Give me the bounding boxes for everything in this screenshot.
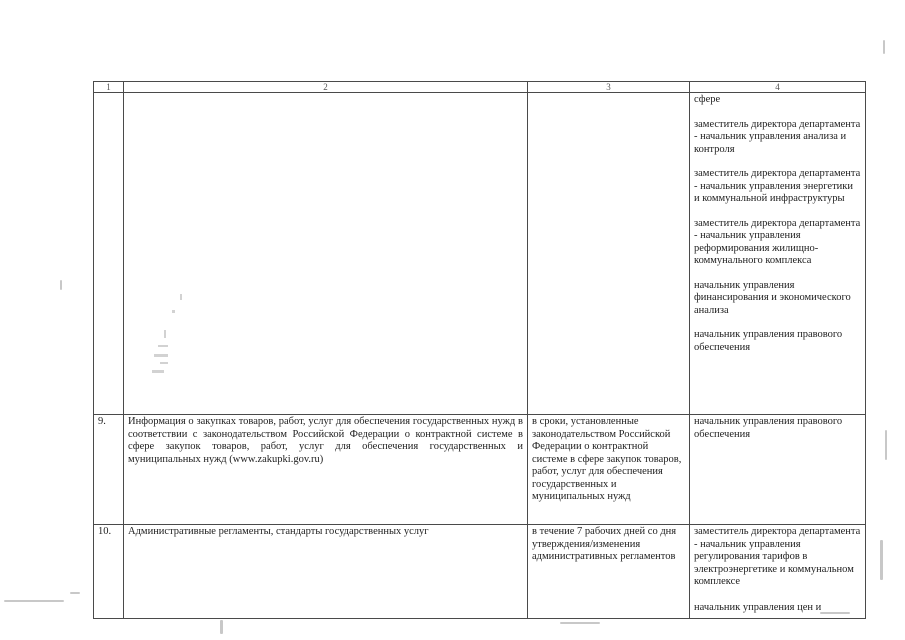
table-row-10 [94,525,866,619]
header-cell-1: 1 [94,82,124,93]
row-10-term: в течение 7 рабочих дней со дня утверждения/изменения административных регламентов [528,525,690,619]
responsible-line: начальник управления цен и [694,601,822,613]
header-cell-2: 2 [124,82,528,93]
table-row-continued [94,93,866,415]
scan-speck [820,612,850,614]
row-9-responsible: начальник управления правового обеспечения [690,415,866,525]
scan-speck [70,592,80,594]
scan-speck [560,622,600,624]
responsible-line: заместитель директора департамента - начальник управления реформирования жилищно-коммунального комплекса [694,217,861,266]
table-row-9 [94,415,866,525]
row-9-term-text: в сроки, установленные законодательством Российской Федерации о контрактной системе в сфере закупок товаров, работ, услуг для обеспечения государственных и муниципальных нужд [532,416,682,502]
document-table [93,81,866,619]
header-cell-3: 3 [528,82,690,93]
row-10-responsible [690,525,866,619]
responsible-line: сфере [694,94,721,105]
row-continued-num [94,93,124,415]
row-9-text: Информация о закупках товаров, работ, услуг для обеспечения государственных нужд в соответствии с законодательством Российской Федерации о контрактной системе в сфере закупок товаров, работ, услуг для обеспечения государственных и муниципальных нужд (www.zakupki.gov.ru) [124,415,528,525]
row-9-term [528,415,690,525]
scan-speck [883,40,885,54]
responsible-line: заместитель директора департамента - начальник управления анализа и контроля [694,118,861,155]
scan-speck [60,280,62,290]
row-continued-responsible [690,93,866,415]
responsible-line: начальник управления финансирования и экономического анализа [694,279,851,316]
faded-stamp-mark [150,290,190,380]
row-10-text: Административные регламенты, стандарты государственных услуг [124,525,528,619]
scan-speck [220,620,223,634]
table-header-row [94,82,866,93]
scan-speck [880,540,883,580]
scan-speck [4,600,64,602]
row-9-num: 9. [94,415,124,525]
responsible-line: начальник управления правового обеспечения [694,329,843,353]
row-10-num: 10. [94,525,124,619]
responsible-line: заместитель директора департамента - начальник управления регулирования тарифов в электроэнергетике и коммунальном комплексе [694,526,861,587]
row-continued-term [528,93,690,415]
scan-speck [885,430,887,460]
header-cell-4: 4 [690,82,866,93]
responsible-line: заместитель директора департамента - начальник управления энергетики и коммунальной инфраструктуры [694,168,861,204]
